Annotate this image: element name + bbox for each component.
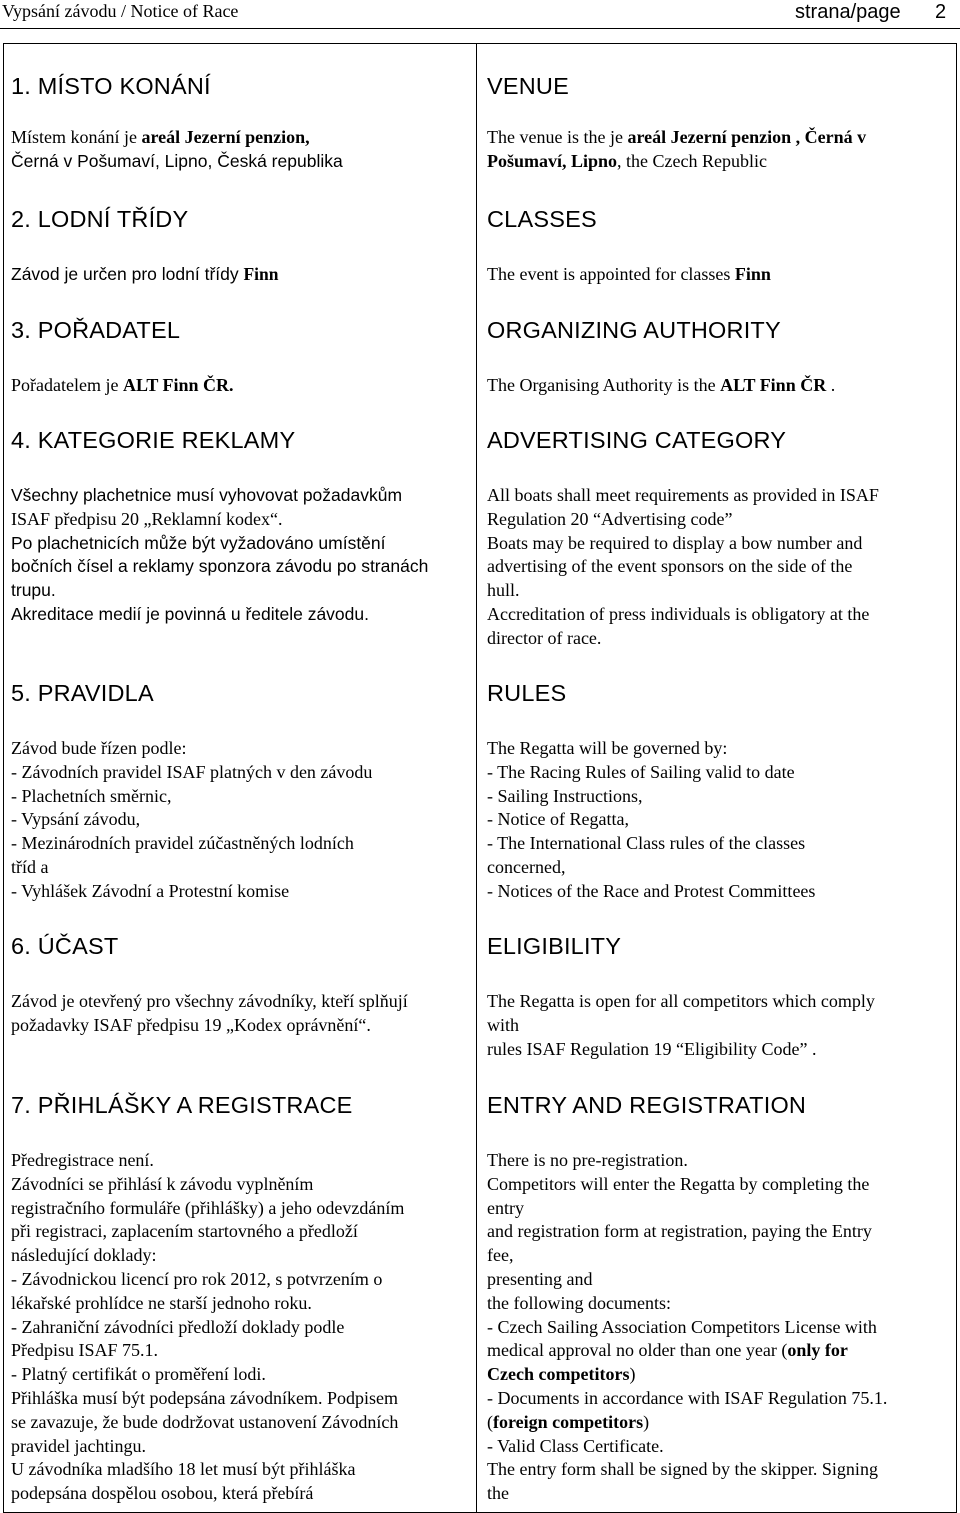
section-text [11, 1149, 469, 1506]
text-line: - The International Class rules of the classes [487, 833, 806, 854]
text-line: při registraci, zaplacením startovného a předloží [11, 1221, 358, 1242]
section-entry-en [487, 1091, 949, 1506]
section-text [11, 484, 469, 627]
text-line: bočních čísel a reklamy sponzora závodu po stranách [11, 556, 429, 577]
section-advertising-en [487, 426, 949, 651]
text-line: All boats shall meet requirements as provided in ISAF [487, 485, 879, 505]
section-advertising-cz [11, 426, 469, 627]
section-text: Závod je určen pro lodní třídy Finn [11, 264, 279, 284]
text-line: Závod je otevřený pro všechny závodníky, kteří splňují [11, 991, 408, 1011]
section-text [11, 737, 469, 904]
text-line: - Notices of the Race and Protest Committees [487, 880, 816, 901]
text-line: Závod bude řízen podle: [11, 738, 187, 758]
text-line: Předpisu ISAF 75.1. [11, 1340, 159, 1361]
section-heading: 3. POŘADATEL [11, 317, 181, 343]
text-line: - Notice of Regatta, [487, 809, 629, 830]
section-venue-en [487, 72, 949, 174]
section-text: Místem konání je areál Jezerní penzion, Černá v Pošumaví, Lipno, Česká republika [11, 127, 343, 171]
text-line: - Vyhlášek Závodní a Protestní komise [11, 880, 290, 901]
text-line: entry [487, 1197, 524, 1218]
section-heading: 1. MÍSTO KONÁNÍ [11, 73, 211, 99]
section-eligibility-cz [11, 932, 469, 1038]
section-heading: CLASSES [487, 206, 597, 232]
section-text [487, 737, 949, 904]
section-text: The venue is the je areál Jezerní penzion , Černá v Pošumaví, Lipno, the Czech Republic [487, 127, 867, 171]
section-text: There is no pre-registration. Competitors will enter the Regatta by completing the entry and registration form at registration, paying the Entry fee, presenting and the following documents: - Czech Sailing Association Competitors License with medical approval no older than one year (only for Czech competitors) - Documents in accordance with ISAF Regulation 75.1. (foreign competitors) - Valid Class Certificate. The entry form shall be signed by the skipper. Signing the [487, 1149, 949, 1506]
text-line: - Czech Sailing Association Competitors License with [487, 1316, 877, 1337]
text-line: presenting and [487, 1268, 593, 1289]
section-heading: ADVERTISING CATEGORY [487, 427, 787, 453]
section-heading: ORGANIZING AUTHORITY [487, 317, 781, 343]
text-line: Po plachetnicích může být vyžadováno umístění [11, 532, 386, 553]
text-line: The Regatta is open for all competitors which comply [487, 991, 875, 1011]
text-line: advertising of the event sponsors on the side of the [487, 556, 853, 577]
document-title: Vypsání závodu / Notice of Race [2, 1, 239, 21]
section-heading: VENUE [487, 73, 569, 99]
section-heading: ELIGIBILITY [487, 933, 622, 959]
text-line: podepsána dospělou osobou, která přebírá [11, 1483, 314, 1504]
section-text: The event is appointed for classes Finn [487, 264, 771, 284]
text-line: - Závodních pravidel ISAF platných v den závodu [11, 761, 373, 782]
text-line: Regulation 20 “Advertising code” [487, 508, 733, 529]
column-divider [476, 43, 477, 1513]
text-line: - Mezinárodních pravidel zúčastněných lodních [11, 833, 354, 854]
text-line: The Regatta will be governed by: [487, 738, 728, 758]
section-rules-cz [11, 679, 469, 904]
text-line: fee, [487, 1245, 514, 1266]
text-line: Všechny plachetnice musí vyhovovat požadavkům [11, 485, 403, 505]
text-line: ISAF předpisu 20 „Reklamní kodex“. [11, 508, 283, 529]
section-venue-cz [11, 72, 469, 174]
text-line: - Zahraniční závodníci předloží doklady podle [11, 1316, 345, 1337]
text-line: Competitors will enter the Regatta by completing the [487, 1173, 870, 1194]
text-line: U závodníka mladšího 18 let musí být přihláška [11, 1459, 356, 1480]
section-organizer-en [487, 316, 949, 398]
text-line: Závodníci se přihlásí k závodu vyplněním [11, 1173, 314, 1194]
section-text [487, 484, 949, 651]
text-line: požadavky ISAF předpisu 19 „Kodex oprávnění“. [11, 1014, 371, 1035]
text-line: trupu. [11, 580, 56, 601]
text-line: lékařské prohlídce ne starší jednoho roku. [11, 1292, 312, 1313]
section-heading: 2. LODNÍ TŘÍDY [11, 206, 189, 232]
text-line: - Vypsání závodu, [11, 809, 141, 830]
text-line: následující doklady: [11, 1245, 157, 1266]
text-line: rules ISAF Regulation 19 “Eligibility Code” . [487, 1038, 817, 1059]
section-entry-cz [11, 1091, 469, 1506]
text-line: Předregistrace není. [11, 1150, 154, 1170]
section-classes-en [487, 205, 949, 287]
page-header [0, 0, 960, 26]
text-line: tříd a [11, 856, 49, 877]
page-number: 2 [935, 1, 947, 23]
text-line: director of race. [487, 627, 602, 648]
section-heading: 5. PRAVIDLA [11, 680, 154, 706]
text-line: - The Racing Rules of Sailing valid to date [487, 761, 795, 782]
text-line: pravidel jachtingu. [11, 1435, 146, 1456]
section-classes-cz [11, 205, 469, 287]
text-line: Přihláška musí být podepsána závodníkem. Podpisem [11, 1387, 398, 1408]
header-rule [0, 28, 960, 29]
text-line: - Závodnickou licencí pro rok 2012, s potvrzením o [11, 1268, 383, 1289]
section-text: The Organising Authority is the ALT Finn ČR . [487, 375, 836, 395]
section-heading: 4. KATEGORIE REKLAMY [11, 427, 296, 453]
text-line: the [487, 1483, 509, 1504]
section-rules-en [487, 679, 949, 904]
text-line: - Sailing Instructions, [487, 785, 643, 806]
section-text [487, 990, 949, 1061]
text-line: concerned, [487, 856, 566, 877]
section-heading: 7. PŘIHLÁŠKY A REGISTRACE [11, 1092, 353, 1118]
text-line: There is no pre-registration. [487, 1150, 688, 1170]
text-line: se zavazuje, že bude dodržovat ustanovení Závodních [11, 1411, 399, 1432]
text-line: - Valid Class Certificate. [487, 1435, 664, 1456]
section-eligibility-en [487, 932, 949, 1061]
section-text [11, 990, 469, 1038]
page-label: strana/page [795, 1, 901, 23]
text-line: with [487, 1014, 520, 1035]
section-heading: ENTRY AND REGISTRATION [487, 1092, 807, 1118]
text-line: The entry form shall be signed by the skipper. Signing [487, 1459, 878, 1480]
text-line: hull. [487, 580, 520, 601]
section-heading: RULES [487, 680, 567, 706]
section-organizer-cz [11, 316, 469, 398]
text-line: Akreditace medií je povinná u ředitele závodu. [11, 603, 369, 624]
text-line: Boats may be required to display a bow number and [487, 532, 863, 553]
text-line: the following documents: [487, 1292, 671, 1313]
section-heading: 6. ÚČAST [11, 933, 119, 959]
text-line: and registration form at registration, paying the Entry [487, 1221, 872, 1242]
text-line: registračního formuláře (přihlášky) a jeho odevzdáním [11, 1197, 405, 1218]
text-line: - Plachetních směrnic, [11, 785, 172, 806]
text-line: Accreditation of press individuals is obligatory at the [487, 603, 870, 624]
text-line: - Platný certifikát o proměření lodi. [11, 1364, 266, 1385]
section-text: Pořadatelem je ALT Finn ČR. [11, 375, 234, 395]
